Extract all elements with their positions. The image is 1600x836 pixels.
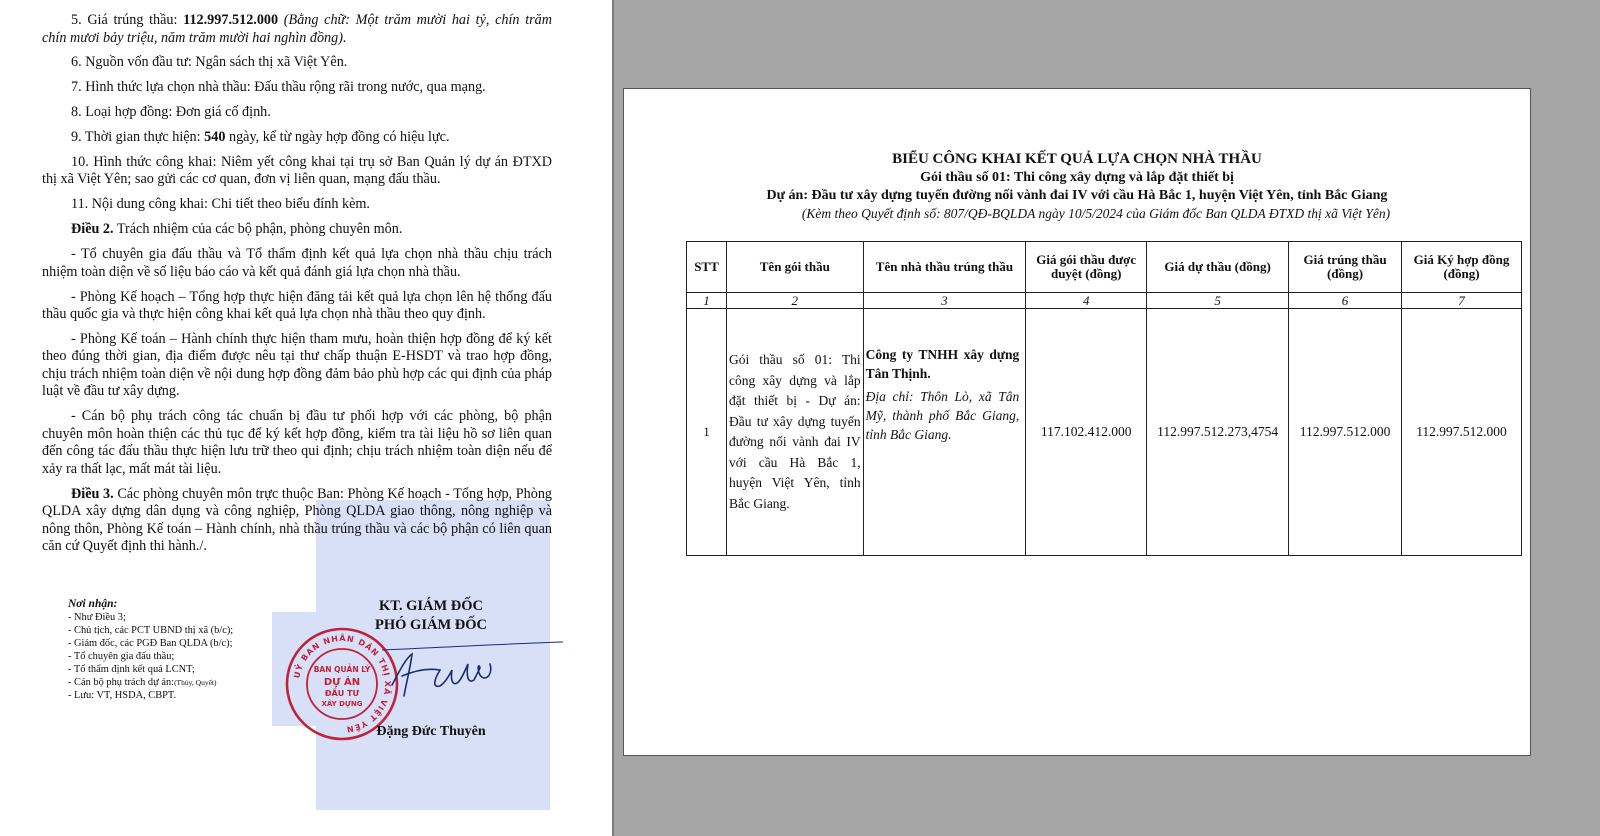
clause-9: 9. Thời gian thực hiện: 540 ngày, kể từ ngày hợp đồng có hiệu lực. [71,129,450,146]
sheet-title: BIỂU CÔNG KHAI KẾT QUẢ LỰA CHỌN NHÀ THẦU [892,151,1262,167]
sheet-project: Dự án: Đầu tư xây dựng tuyến đường nối vành đai IV với cầu Hà Bắc 1, huyện Việt Yên, tỉnh Bắc Giang [766,188,1388,203]
recipient-item: - Lưu: VT, HSDA, CBPT. [68,690,177,701]
clause-8: 8. Loại hợp đồng: Đơn giá cố định. [71,104,271,121]
results-sheet-page [623,88,1531,756]
row-approved-price: 117.102.412.000 [1026,309,1147,556]
table-row [687,309,1522,556]
decision-document-page [0,0,612,836]
header-cell: Tên nhà thầu trúng thầu [863,242,1026,293]
row-winning-price: 112.997.512.000 [1289,309,1402,556]
svg-text:ĐẦU TƯ: ĐẦU TƯ [324,689,360,698]
contractor-name: Công ty TNHH xây dựng Tân Thịnh. [865,347,1020,381]
table-header-row [687,242,1522,293]
signer-title: KT. GIÁM ĐỐC PHÓ GIÁM ĐỐC [375,598,487,633]
clause-5: 5. Giá trúng thầu: 112.997.512.000 (Bằng chữ: Một trăm mười hai tỷ, chín trăm chín mươi bảy triệu, năm trăm mười hai nghìn đồng). [42,12,552,46]
clause-7: 7. Hình thức lựa chọn nhà thầu: Đấu thầu rộng rãi trong nước, qua mạng. [71,79,486,96]
recipient-item: - Chủ tịch, các PCT UBND thị xã (b/c); [68,625,234,636]
recipient-item: - Giám đốc, các PGĐ Ban QLDA (b/c); [68,638,233,649]
bid-results-table [686,241,1522,556]
row-stt: 1 [687,309,727,556]
recipient-item: - Tổ chuyên gia đấu thầu; [68,651,175,662]
article-2: Điều 2. Trách nhiệm của các bộ phận, phòng chuyên môn. [71,221,403,238]
row-contractor [863,309,1026,556]
svg-text:DỰ ÁN: DỰ ÁN [323,677,361,688]
article-3: Điều 3. Các phòng chuyên môn trực thuộc Ban: Phòng Kế hoạch - Tổng hợp, Phòng QLDA xây dựng dân dụng và công nghiệp, Phòng QLDA giao thông, nông nghiệp và nông thôn, Phòng Kế toán – Hành chính, nhà thầu trúng thầu và các bộ phận có liên quan căn cứ Quyết định thi hành./. [42,485,553,555]
header-cell: STT [687,242,727,293]
signature-icon [380,640,565,710]
row-package-name: Gói thầu số 01: Thi công xây dựng và lắp đặt thiết bị - Dự án: Đầu tư xây dựng tuyến đường nối vành đai IV với cầu Hà Bắc 1, huyện Việt Yên, tỉnh Bắc Giang. [726,309,863,556]
sheet-subtitle: Gói thầu số 01: Thi công xây dựng và lắp đặt thiết bị [920,170,1234,185]
recipient-item: - Cán bộ phụ trách dự án:(Thủy, Quyết) [68,677,217,688]
article-2-item: - Cán bộ phụ trách công tác chuẩn bị đầu tư phối hợp với các phòng, bộ phận chuyên môn hoàn thiện các thủ tục để ký kết hợp đồng, kiểm tra tài liệu hồ sơ liên quan đến công tác đấu thầu thực hiện lưu trữ theo qui định; chịu trách nhiệm toàn diện nếu để xảy ra thất lạc, mất mát tài liệu. [42,408,552,477]
svg-text:XÂY DỰNG: XÂY DỰNG [321,700,363,708]
contractor-address: Địa chỉ: Thôn Lò, xã Tân Mỹ, thành phố Bắc Giang, tỉnh Bắc Giang. [865,389,1020,442]
svg-text:UỶ BAN NHÂN DÂN THỊ XÃ VIỆT YÊ: UỶ BAN NHÂN DÂN THỊ XÃ VIỆT YÊN [292,633,393,734]
recipient-item: - Như Điều 3; [68,612,126,623]
header-cell: Giá trúng thầu (đồng) [1289,242,1402,293]
recipients-list [68,598,283,702]
decision-body [42,12,552,563]
header-cell: Giá gói thầu được duyệt (đồng) [1026,242,1147,293]
article-2-item: - Phòng Kế hoạch – Tổng hợp thực hiện đăng tải kết quả lựa chọn lên hệ thống đấu thầu quốc gia và thực hiện công khai kết quả lựa chọn nhà thầu theo quy định. [42,288,552,323]
column-index-row: 1 2 3 4 5 6 7 [687,293,1522,309]
winning-amount: 112.997.512.000 [183,12,279,28]
signer-name: Đặng Đức Thuyên [376,724,486,739]
clause-10: 10. Hình thức công khai: Niêm yết công khai tại trụ sở Ban Quản lý dự án ĐTXD thị xã Việt Yên; sao gửi các cơ quan, đơn vị liên quan, mạng đấu thầu. [42,153,552,188]
svg-text:BAN QUẢN LÝ: BAN QUẢN LÝ [313,665,371,674]
article-2-item: - Tổ chuyên gia đấu thầu và Tổ thẩm định kết quả lựa chọn nhà thầu chịu trách nhiệm toàn diện về số liệu báo cáo và kết quả đánh giá lựa chọn nhà thầu. [42,246,552,280]
header-cell: Giá dự thầu (đồng) [1147,242,1289,293]
row-contract-price: 112.997.512.000 [1402,309,1522,556]
row-bid-price: 112.997.512.273,4754 [1147,309,1289,556]
article-2-item: - Phòng Kế toán – Hành chính thực hiện tham mưu, hoàn thiện hợp đồng để ký kết theo đúng thời gian, địa điểm được nêu tại thư chấp thuận E-HSDT và trao hợp đồng, chịu trách nhiệm toàn diện về nội dung hợp đồng đảm bảo phù hợp các qui định của pháp luật về đầu tư xây dựng. [42,330,552,400]
header-cell: Tên gói thầu [726,242,863,293]
header-cell: Giá Ký hợp đồng (đồng) [1402,242,1522,293]
clause-11: 11. Nội dung công khai: Chi tiết theo biểu đính kèm. [71,196,370,213]
recipient-item: - Tổ thẩm định kết quả LCNT; [68,664,195,675]
clause-6: 6. Nguồn vốn đầu tư: Ngân sách thị xã Việt Yên. [71,54,348,71]
sheet-attached-note: (Kèm theo Quyết định số: 807/QĐ-BQLDA ngày 10/5/2024 của Giám đốc Ban QLDA ĐTXD thị xã Việt Yên) [801,206,1391,221]
recipients-title: Nơi nhận: [68,598,118,610]
